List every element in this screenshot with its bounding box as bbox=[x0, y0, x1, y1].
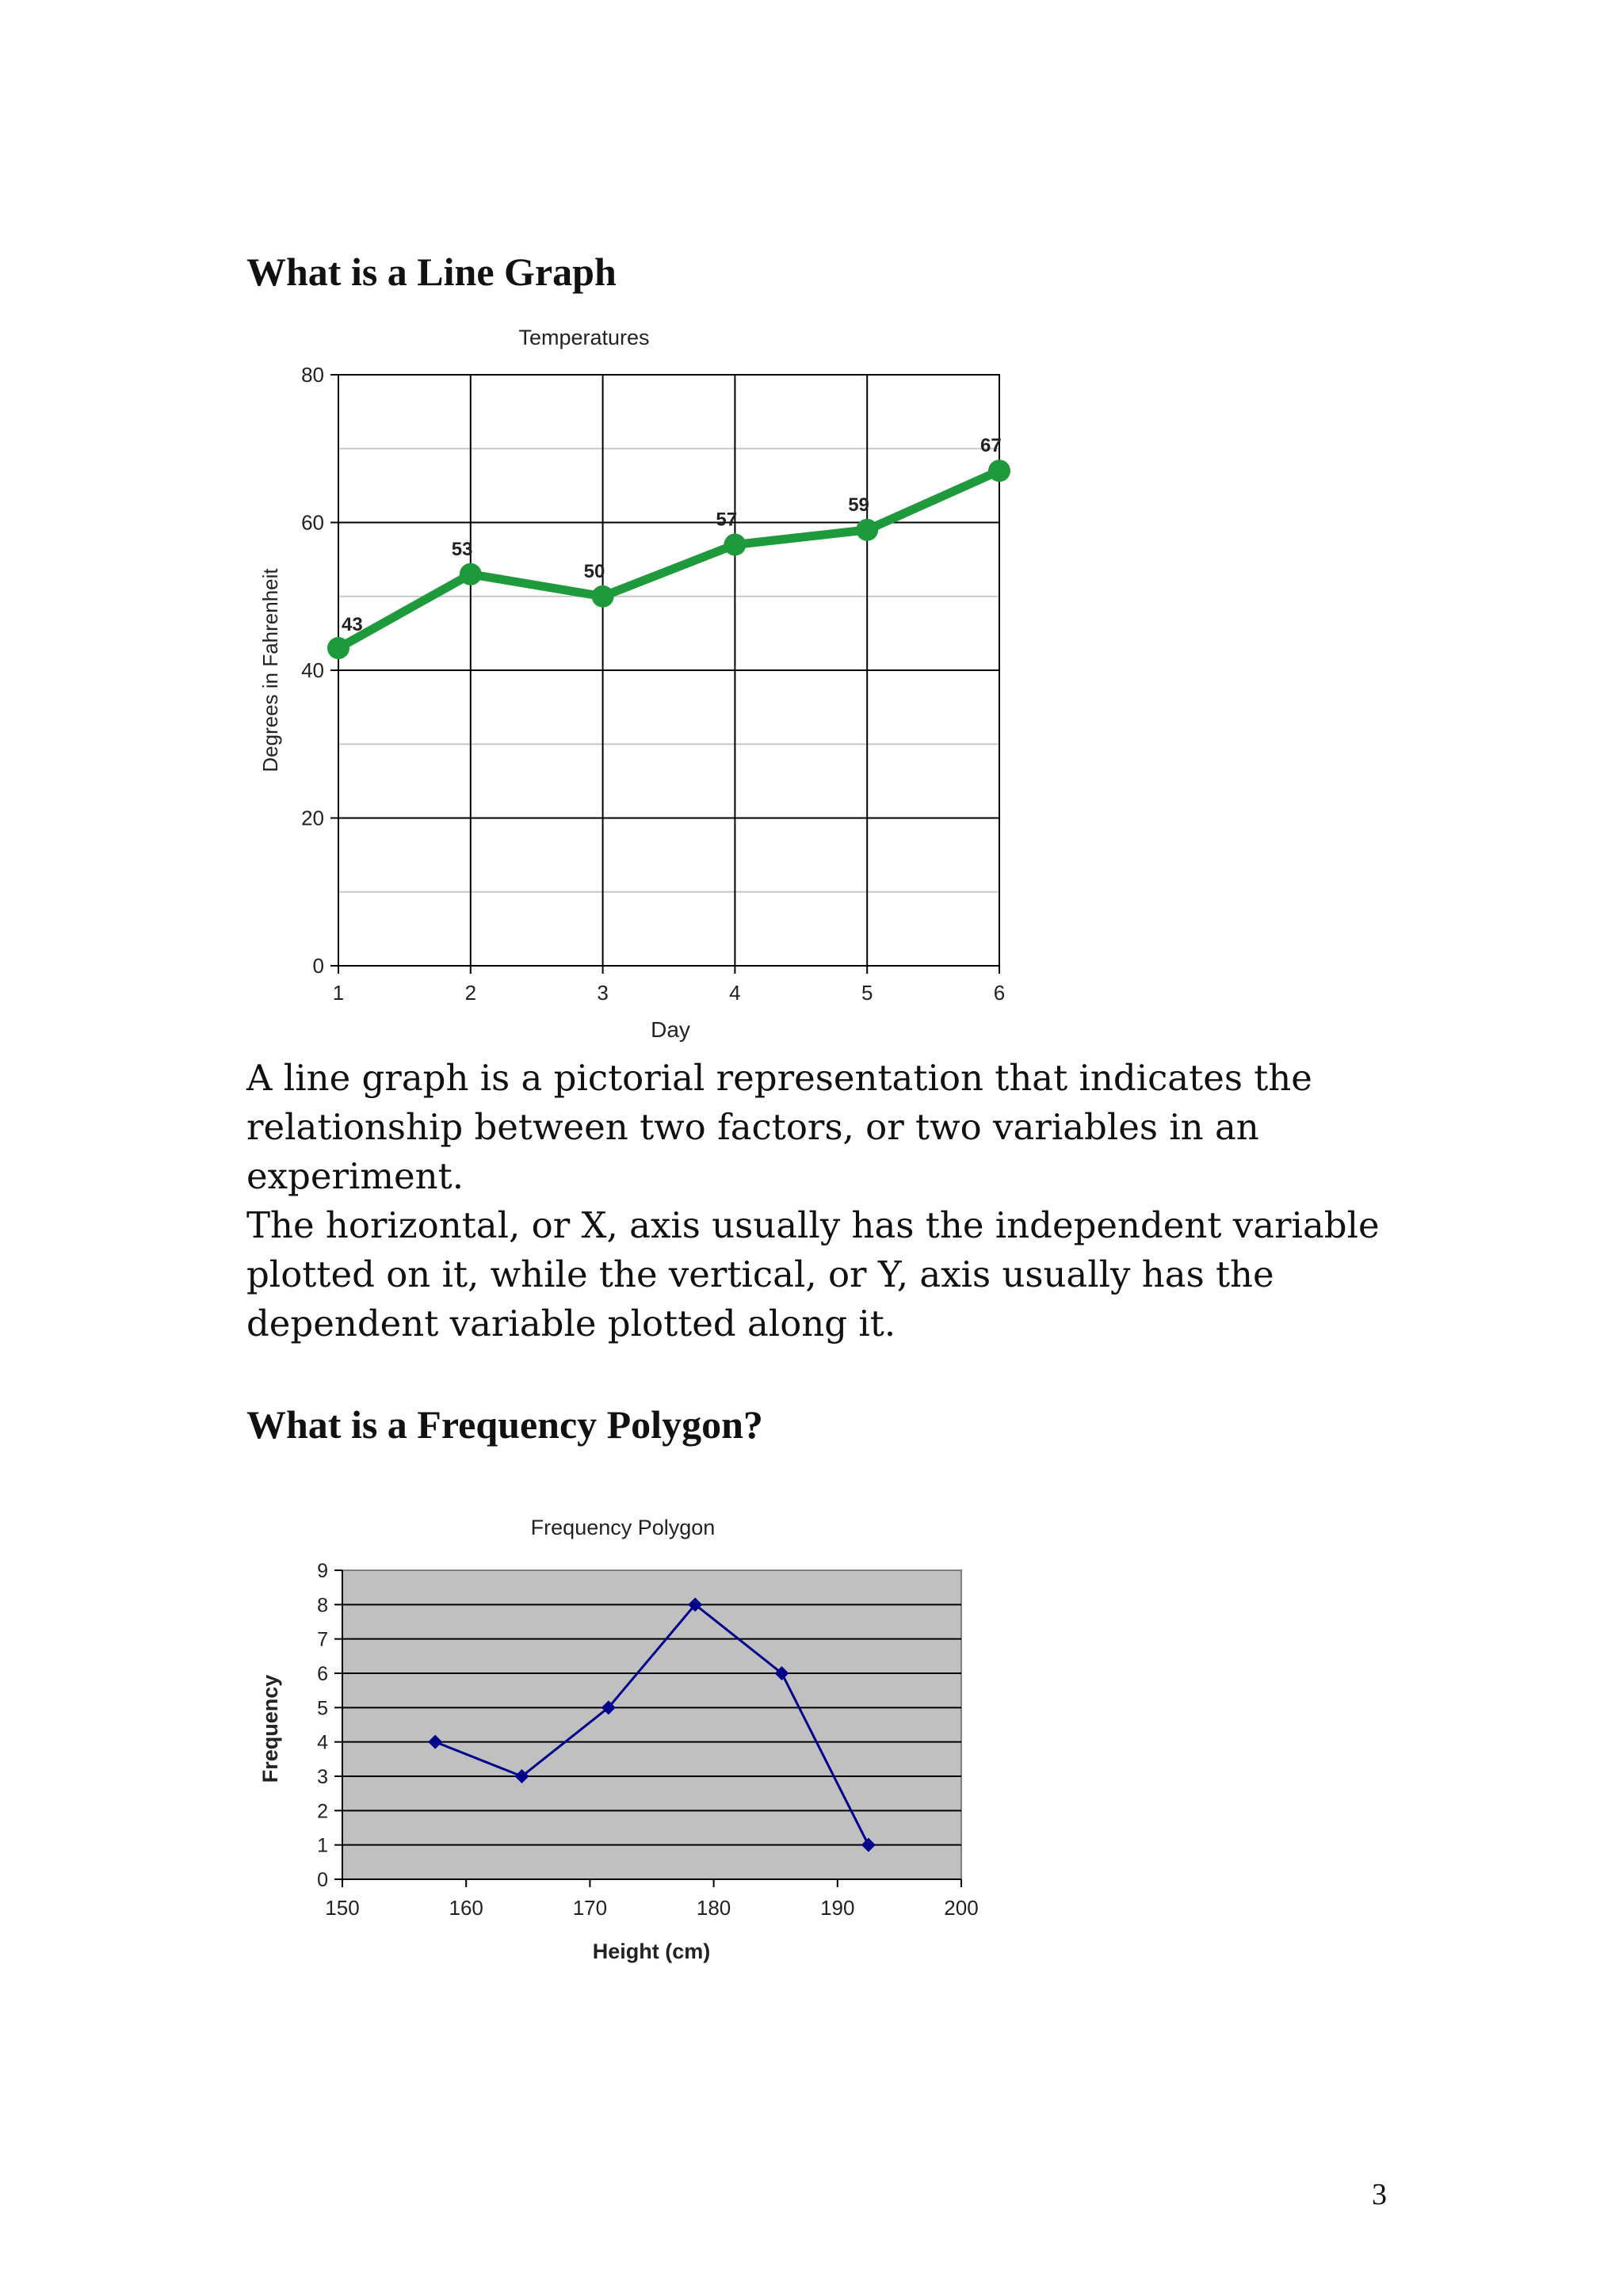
y-tick-label: 9 bbox=[317, 1560, 328, 1582]
x-tick-label: 6 bbox=[993, 981, 1006, 1005]
y-tick-label: 80 bbox=[301, 363, 324, 387]
y-tick-label: 2 bbox=[317, 1800, 328, 1823]
x-tick-label: 150 bbox=[325, 1896, 360, 1920]
data-point bbox=[724, 533, 746, 555]
chart-title: Frequency Polygon bbox=[530, 1516, 716, 1539]
data-label: 43 bbox=[342, 614, 363, 636]
section-heading-frequency-polygon: What is a Frequency Polygon? bbox=[246, 1402, 763, 1447]
x-tick-label: 3 bbox=[597, 981, 609, 1005]
x-tick-label: 5 bbox=[861, 981, 873, 1005]
x-tick-label: 190 bbox=[820, 1896, 855, 1920]
data-label: 59 bbox=[848, 494, 869, 516]
y-tick-label: 8 bbox=[317, 1594, 328, 1617]
x-tick-label: 200 bbox=[944, 1896, 979, 1920]
chart-title: Temperatures bbox=[518, 326, 650, 349]
data-label: 50 bbox=[583, 560, 605, 582]
data-label: 67 bbox=[980, 435, 1002, 457]
y-tick-label: 6 bbox=[317, 1663, 328, 1685]
y-tick-label: 1 bbox=[317, 1834, 328, 1857]
y-tick-label: 7 bbox=[317, 1628, 328, 1651]
frequency-polygon-chart bbox=[238, 1493, 1014, 1985]
section-heading-line-graph: What is a Line Graph bbox=[246, 250, 617, 294]
plot-area bbox=[342, 1570, 961, 1879]
data-point bbox=[988, 460, 1010, 482]
y-tick-label: 0 bbox=[312, 954, 324, 978]
data-point bbox=[856, 519, 878, 541]
y-axis-label: Frequency bbox=[258, 1674, 282, 1783]
temperatures-line-chart bbox=[238, 313, 1030, 1066]
x-tick-label: 2 bbox=[464, 981, 477, 1005]
paragraph-definition: A line graph is a pictorial representation that indicates the relationship between two factors, or two variables in an experiment. bbox=[246, 1057, 1312, 1197]
y-tick-label: 5 bbox=[317, 1697, 328, 1720]
x-axis-label: Height (cm) bbox=[592, 1939, 711, 1963]
x-axis-label: Day bbox=[651, 1017, 690, 1042]
y-tick-label: 0 bbox=[317, 1869, 328, 1891]
data-point bbox=[592, 585, 614, 608]
y-tick-label: 40 bbox=[301, 658, 324, 682]
x-tick-label: 160 bbox=[449, 1896, 483, 1920]
data-label: 53 bbox=[451, 538, 473, 560]
y-tick-label: 4 bbox=[317, 1731, 328, 1754]
y-tick-label: 60 bbox=[301, 510, 324, 535]
page-number: 3 bbox=[1372, 2178, 1387, 2211]
data-point bbox=[460, 563, 482, 585]
x-tick-label: 170 bbox=[572, 1896, 608, 1920]
x-tick-label: 1 bbox=[332, 981, 345, 1005]
x-tick-label: 180 bbox=[696, 1896, 731, 1920]
paragraph-axes: The horizontal, or X, axis usually has the independent variable plotted on it, while the vertical, or Y, axis usually has the dependent variable plotted along it. bbox=[246, 1204, 1380, 1344]
y-tick-label: 3 bbox=[317, 1766, 328, 1788]
data-label: 57 bbox=[716, 509, 738, 531]
x-tick-label: 4 bbox=[729, 981, 741, 1005]
y-tick-label: 20 bbox=[301, 806, 324, 830]
y-axis-label: Degrees in Fahrenheit bbox=[258, 568, 282, 772]
data-point bbox=[327, 637, 349, 659]
